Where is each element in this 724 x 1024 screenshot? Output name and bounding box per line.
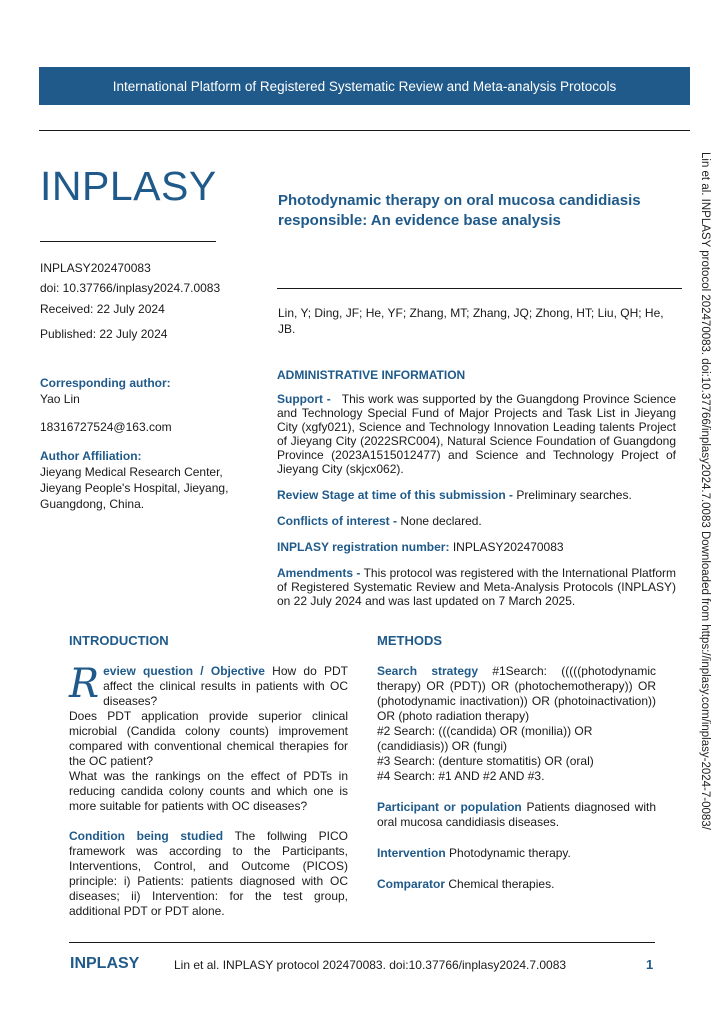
intervention: [377, 846, 656, 861]
corresponding-label: Corresponding author:: [40, 376, 171, 390]
cond-text: The follwing PICO framework was according to the Participants, Interventions, Control, and Outcome (PICOS) principle: i) Patients: patients diagnosed with OC diseases; ii) Intervention: for the test group, additional PDT or PDT alone.: [69, 829, 349, 918]
search-3: #3 Search: (denture stomatitis) OR (oral): [377, 754, 594, 768]
amend-text: This protocol was registered with the International Platform of Registered Systematic Review and Meta-Analysis Protocols (INPLASY) on 22 July 2024 and was last updated on 7 March 2025.: [277, 566, 677, 608]
introduction-section: [69, 633, 348, 919]
amend-label: Amendments -: [277, 566, 361, 580]
cond-label: Condition being studied: [69, 829, 224, 843]
author-list: Lin, Y; Ding, JF; He, YF; Zhang, MT; Zhang, JQ; Zhong, HT; Liu, QH; He, JB.: [278, 306, 664, 336]
dropcap: R: [69, 661, 100, 707]
review-stage: [277, 488, 676, 502]
comp-label: Comparator: [377, 877, 446, 891]
rq-text: How do PDT affect the clinical results in patients with OC diseases?: [103, 664, 348, 708]
methods-section: [377, 633, 656, 892]
reg-label: INPLASY registration number:: [277, 540, 450, 554]
rq-label: eview question / Objective: [103, 664, 265, 678]
doi: doi: 10.37766/inplasy2024.7.0083: [40, 281, 221, 295]
protocol-id: INPLASY202470083: [40, 261, 151, 275]
amendments: [277, 566, 676, 608]
page-number: 1: [646, 957, 654, 972]
vertical-download-note: Lin et al. INPLASY protocol 202470083. doi:10.37766/inplasy2024.7.0083 Downloaded from https://inplasy.com/inplasy-2024-7-0083/: [699, 152, 711, 830]
administrative-info: [277, 368, 676, 608]
paper-title: Photodynamic therapy on oral mucosa candidiasis responsible: An evidence base analysis: [278, 192, 641, 229]
title-rule: [277, 288, 682, 289]
conflicts-text: None declared.: [400, 514, 482, 528]
search-1: #1Search: (((((photodynamic therapy) OR (PDT)) OR (photochemotherapy)) OR (photodynamic inactivation)) OR (photoinactivation)) OR (photo radiation therapy): [377, 664, 657, 723]
reg-text: INPLASY202470083: [452, 540, 564, 554]
admin-heading: ADMINISTRATIVE INFORMATION: [277, 368, 466, 382]
support-paragraph: [277, 392, 676, 476]
support-label: Support -: [277, 392, 331, 406]
search-4: #4 Search: #1 AND #2 AND #3.: [377, 769, 545, 783]
header-banner: [39, 67, 690, 105]
search-strategy: [377, 664, 656, 724]
part-text: Patients diagnosed with oral mucosa candidiasis diseases.: [377, 800, 656, 829]
stage-label: Review Stage at time of this submission -: [277, 488, 514, 502]
part-label: Participant or population: [377, 800, 522, 814]
question-2: Does PDT application provide superior clinical microbial (Candida colony counts) improvement compared with conventional chemical therapies for the OC patient?: [69, 709, 348, 768]
participants: [377, 800, 656, 830]
footer-citation: Lin et al. INPLASY protocol 202470083. doi:10.37766/inplasy2024.7.0083: [174, 958, 567, 972]
corresponding-email[interactable]: 18316727524@163.com: [40, 420, 172, 434]
conflicts: [277, 514, 676, 528]
conflicts-label: Conflicts of interest -: [277, 514, 398, 528]
affiliation-label: Author Affiliation:: [40, 449, 142, 463]
review-question: [69, 661, 348, 709]
stage-text: Preliminary searches.: [516, 488, 632, 502]
footer-rule: [69, 942, 655, 943]
logo-rule: [40, 241, 216, 242]
received-date: Received: 22 July 2024: [40, 302, 165, 316]
search-2: #2 Search: (((candida) OR (monilia)) OR (candidiasis)) OR (fungi): [377, 724, 593, 753]
condition-studied: [69, 829, 348, 919]
search-label: Search strategy: [377, 664, 479, 678]
inplasy-logo: INPLASY: [40, 163, 217, 209]
interv-text: Photodynamic therapy.: [449, 846, 571, 860]
comp-text: Chemical therapies.: [448, 877, 555, 891]
footer-brand: INPLASY: [70, 955, 140, 972]
registration-number: [277, 540, 676, 554]
corresponding-name: Yao Lin: [40, 392, 80, 406]
header-rule: [39, 130, 690, 131]
question-3: What was the rankings on the effect of PDTs in reducing candida colony counts and which one is more suitable for patients with OC diseases?: [69, 769, 348, 813]
interv-label: Intervention: [377, 846, 446, 860]
support-text: This work was supported by the Guangdong Province Science and Technology Special Fund of Major Projects and Task List in Jieyang City (xgfy021), Science and Technology Innovation Leading talents Project of Jieyang City (2022SRC004), Natural Science Foundation of Guangdong Province (2023A1515012477) and Science and Technology Project of Jieyang City (skjcx062).: [277, 392, 676, 476]
intro-heading: INTRODUCTION: [69, 633, 169, 648]
author-affiliation: [40, 448, 255, 512]
published-date: Published: 22 July 2024: [40, 327, 168, 341]
corresponding-author: [40, 375, 171, 407]
methods-heading: METHODS: [377, 633, 442, 648]
banner-text: International Platform of Registered Systematic Review and Meta-analysis Protocols: [112, 78, 617, 94]
comparator: [377, 877, 656, 892]
affiliation-text: Jieyang Medical Research Center, Jieyang People's Hospital, Jieyang, Guangdong, China.: [40, 465, 229, 511]
